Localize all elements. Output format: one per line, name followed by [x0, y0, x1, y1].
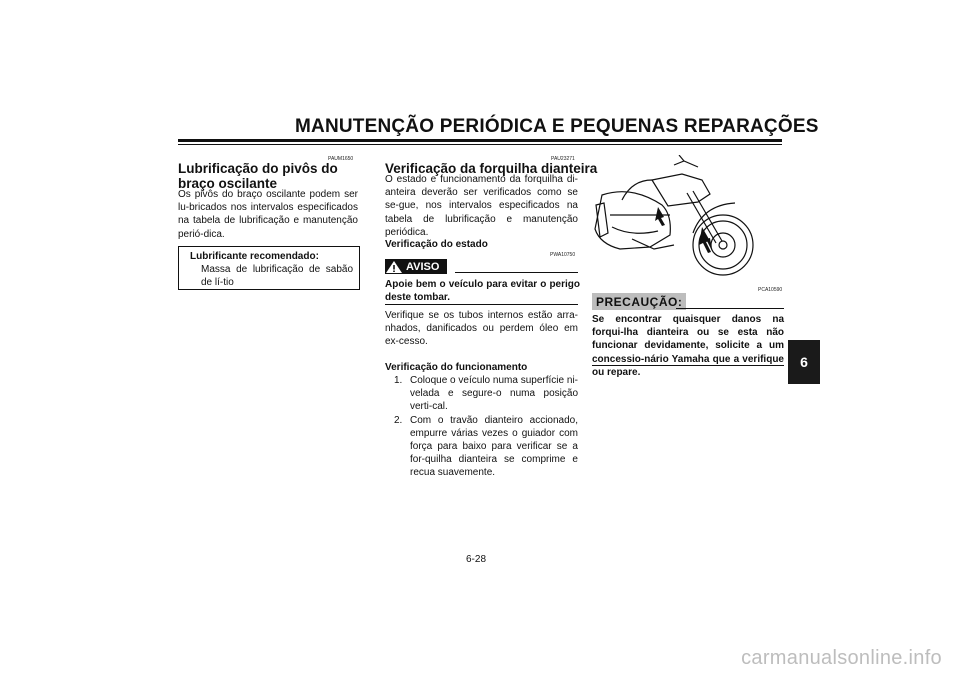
warning-end-rule — [385, 304, 578, 305]
condition-body: Verifique se os tubos internos estão arra-nhados, danificados ou perdem óleo em ex-cesso. — [385, 310, 578, 348]
step-text: Coloque o veículo numa superfície ni-velada e segure-o numa posição verti-cal. — [410, 375, 578, 413]
section-body-swingarm: Os pivôs do braço oscilante podem ser lu-bricados nos intervalos especificados na tabela de lubrificação e manutenção perió-dica. — [178, 189, 358, 240]
section-heading-fork: Verificação da forquilha dianteira — [385, 161, 598, 176]
caution-end-rule — [592, 365, 784, 366]
lubricant-box — [178, 246, 360, 290]
warning-rule — [455, 272, 578, 273]
warning-badge — [385, 259, 447, 274]
caution-text: Se encontrar quaisquer danos na forqui-lha dianteira ou se esta não funcionar devidamente, solicite a um concessio-nário Yamaha que a verifique ou repare. — [592, 314, 784, 378]
chapter-tab-label: 6 — [800, 354, 808, 370]
caution-label: PRECAUÇÃO: — [596, 294, 683, 309]
warning-triangle-icon — [385, 260, 403, 274]
list-item — [394, 414, 578, 480]
warning-label: AVISO — [406, 260, 440, 273]
header-rule — [178, 139, 782, 142]
warning-code: PWA10750 — [550, 252, 576, 258]
chapter-tab — [788, 340, 820, 384]
subheading-operation: Verificação do funcionamento — [385, 362, 528, 373]
list-item — [394, 374, 578, 414]
motorcycle-fork-illustration — [592, 155, 784, 281]
caution-badge — [592, 293, 686, 310]
section-code: PAUM1650 — [328, 156, 354, 162]
step-number: 1. — [394, 375, 403, 386]
steps-list — [394, 374, 578, 480]
lubricant-box-title: Lubrificante recomendado: — [190, 251, 319, 262]
caution-code: PCA10590 — [758, 287, 783, 293]
page-number: 6-28 — [466, 554, 487, 565]
step-text: Com o travão dianteiro accionado, empurre várias vezes o guiador com força para baixo para verificar se a for-quilha dianteira se comprime e recua suavemente. — [410, 414, 578, 479]
header-rule-thin — [178, 144, 782, 145]
warning-text: Apoie bem o veículo para evitar o perigo deste tombar. — [385, 279, 580, 304]
step-number: 2. — [394, 414, 403, 426]
section-body-fork: O estado e funcionamento da forquilha di-anteira deverão ser verificados como se se-gue, nos intervalos especificados na tabela de lubrificação e manutenção periódica. — [385, 174, 578, 238]
page-header-title: MANUTENÇÃO PERIÓDICA E PEQUENAS REPARAÇÕES — [295, 116, 819, 137]
caution-rule — [676, 308, 784, 309]
section-heading-swingarm: Lubrificação do pivôs do braço oscilante — [178, 161, 338, 191]
watermark: carmanualsonline.info — [741, 647, 942, 669]
lubricant-box-text: Massa de lubrificação de sabão de lí-tio — [201, 264, 353, 289]
subheading-condition: Verificação do estado — [385, 239, 488, 250]
section-code: PAU23271 — [551, 156, 575, 162]
